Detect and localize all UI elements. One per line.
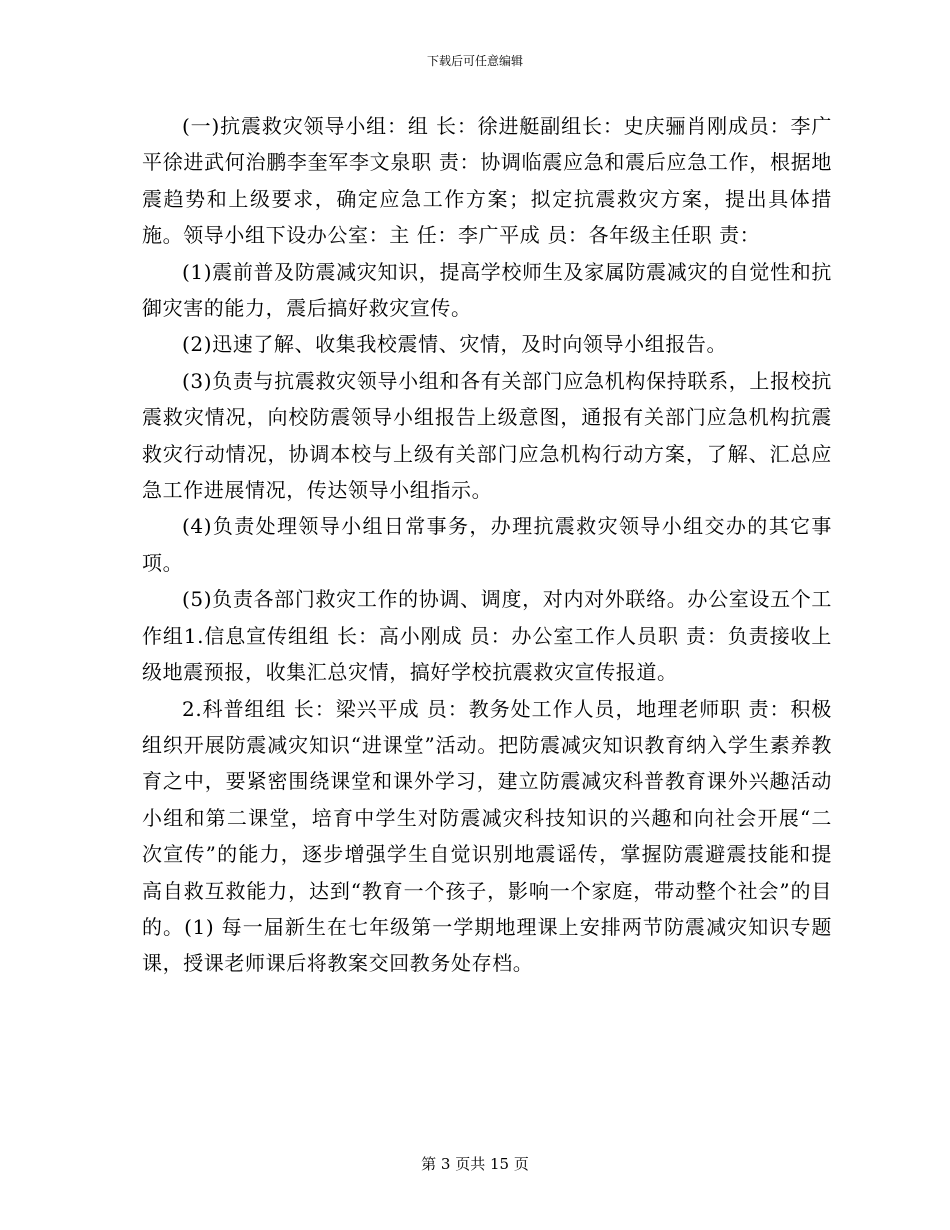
paragraph-science-group: 2.科普组组 长：梁兴平成 员：教务处工作人员，地理老师职 责：积极组织开展防震减灾知识“进课堂”活动。把防震减灾知识教育纳入学生素养教育之中，要紧密围绕课堂和课外学习，建立防震减灾科普教育课外兴趣活动小组和第二课堂，培育中学生对防震减灾科技知识的兴趣和向社会开展“二次宣传”的能力，逐步增强学生自觉识别地震谣传，掌握防震避震技能和提高自救互救能力，达到“教育一个孩子，影响一个家庭，带动整个社会”的目的。(1) 每一届新生在七年级第一学期地理课上安排两节防震减灾知识专题课，授课老师课后将教案交回教务处存档。 — [142, 696, 832, 976]
page-number: 第 3 页共 15 页 — [421, 1155, 529, 1173]
paragraph-item-5: (5)负责各部门救灾工作的协调、调度，对内对外联络。办公室设五个工作组1.信息宣传组组 长：高小刚成 员：办公室工作人员职 责：负责接收上级地震预报，收集汇总灾情，搞好学校抗震救灾宣传报道。 — [142, 587, 832, 685]
paragraph-item-1: (1)震前普及防震减灾知识，提高学校师生及家属防震减灾的自觉性和抗御灾害的能力，震后搞好救灾宣传。 — [142, 259, 832, 321]
document-body — [142, 108, 832, 982]
paragraph-item-3: (3)负责与抗震救灾领导小组和各有关部门应急机构保持联系，上报校抗震救灾情况，向校防震领导小组报告上级意图，通报有关部门应急机构抗震救灾行动情况，协调本校与上级有关部门应急机构行动方案，了解、汇总应急工作进展情况，传达领导小组指示。 — [142, 368, 832, 503]
paragraph-item-4: (4)负责处理领导小组日常事务，办理抗震救灾领导小组交办的其它事项。 — [142, 514, 832, 575]
paragraph-item-2: (2)迅速了解、收集我校震情、灾情，及时向领导小组报告。 — [182, 332, 728, 357]
paragraph-leadership-group: (一)抗震救灾领导小组：组 长：徐进艇副组长：史庆骊肖刚成员：李广平徐进武何治鹏李奎军李文泉职 责：协调临震应急和震后应急工作，根据地震趋势和上级要求，确定应急工作方案；拟定抗震救灾方案，提出具体措施。领导小组下设办公室：主 任：李广平成 员：各年级主任职 责： — [142, 114, 832, 248]
page-header: 下载后可任意编辑 — [426, 54, 523, 68]
